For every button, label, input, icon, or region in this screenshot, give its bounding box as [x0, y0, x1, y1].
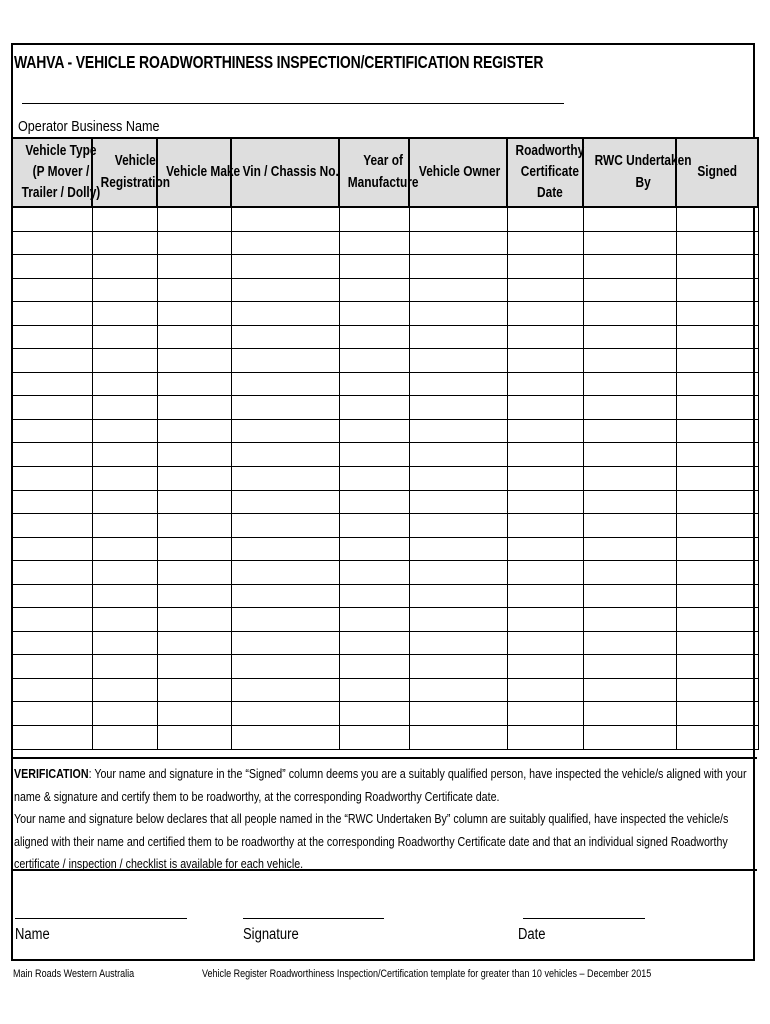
form-title: WAHVA - VEHICLE ROADWORTHINESS INSPECTION/CERTIFICATION REGISTER [14, 52, 544, 72]
table-cell[interactable] [409, 255, 507, 279]
table-cell[interactable] [92, 278, 157, 302]
column-header-line: Vehicle Make [166, 163, 241, 180]
table-cell[interactable] [676, 702, 758, 726]
table-cell[interactable] [583, 255, 676, 279]
table-cell[interactable] [231, 396, 339, 420]
table-cell[interactable] [507, 726, 583, 750]
table-cell[interactable] [676, 561, 758, 585]
table-cell[interactable] [339, 302, 409, 326]
table-cell[interactable] [676, 467, 758, 491]
table-cell[interactable] [231, 514, 339, 538]
table-cell[interactable] [339, 372, 409, 396]
table-cell[interactable] [583, 325, 676, 349]
table-cell[interactable] [12, 302, 92, 326]
table-cell[interactable] [339, 349, 409, 373]
table-cell[interactable] [507, 419, 583, 443]
table-cell[interactable] [339, 419, 409, 443]
table-cell[interactable] [339, 490, 409, 514]
table-cell[interactable] [92, 231, 157, 255]
column-header-text [22, 141, 101, 204]
table-cell[interactable] [92, 419, 157, 443]
verification-label: VERIFICATION [14, 766, 89, 781]
table-cell[interactable] [507, 207, 583, 231]
operator-business-name-label: Operator Business Name [18, 118, 160, 135]
table-row [12, 325, 758, 349]
table-cell[interactable] [583, 443, 676, 467]
verification-section [11, 757, 757, 871]
table-cell[interactable] [157, 678, 231, 702]
table-cell[interactable] [676, 537, 758, 561]
table-cell[interactable] [583, 678, 676, 702]
table-cell[interactable] [231, 655, 339, 679]
table-body [12, 207, 758, 749]
column-header [12, 138, 101, 207]
table-row [12, 490, 758, 514]
table-cell[interactable] [583, 537, 676, 561]
column-header-line: Year of [363, 153, 403, 170]
table-cell[interactable] [339, 255, 409, 279]
table-cell[interactable] [339, 537, 409, 561]
verification-text [14, 763, 754, 876]
table-cell[interactable] [507, 631, 583, 655]
table-cell[interactable] [676, 678, 758, 702]
table-cell[interactable] [231, 537, 339, 561]
table-cell[interactable] [157, 537, 231, 561]
table-cell[interactable] [157, 514, 231, 538]
table-cell[interactable] [12, 702, 92, 726]
table-cell[interactable] [157, 584, 231, 608]
table-cell[interactable] [339, 231, 409, 255]
table-cell[interactable] [409, 655, 507, 679]
column-header-line: By [635, 174, 651, 191]
table-cell[interactable] [409, 349, 507, 373]
table-cell[interactable] [231, 726, 339, 750]
table-cell[interactable] [92, 678, 157, 702]
table-cell[interactable] [339, 207, 409, 231]
table-cell[interactable] [231, 631, 339, 655]
table-cell[interactable] [92, 702, 157, 726]
table-row [12, 419, 758, 443]
table-cell[interactable] [676, 584, 758, 608]
table-cell[interactable] [157, 702, 231, 726]
name-signature-line[interactable] [15, 918, 187, 919]
column-header-line: RWC Undertaken [594, 153, 692, 170]
table-cell[interactable] [583, 726, 676, 750]
table-cell[interactable] [12, 419, 92, 443]
table-cell[interactable] [339, 608, 409, 632]
table-row [12, 561, 758, 585]
footer-template-note: Vehicle Register Roadworthiness Inspection/Certification template for greater than 10 vehicles – December 2015 [202, 968, 652, 980]
table-cell[interactable] [409, 443, 507, 467]
table-cell[interactable] [231, 561, 339, 585]
verification-paragraph-1: : Your name and signature in the “Signed” column deems you are a suitably qualified person, have inspected the vehicle/s aligned with your name & signature and certify them to be roadworthy, at the corresponding Roadworthy Certificate date. [14, 766, 747, 804]
table-cell[interactable] [231, 419, 339, 443]
verification-paragraph-2: Your name and signature below declares that all people named in the “RWC Undertaken By” column are suitably qualified, have inspected the vehicle/s aligned with their name and certified them to be roadworthy at the corresponding Roadworthy Certificate date and that an individual signed Roadworthy certificate / inspection / checklist is available for each vehicle. [14, 811, 729, 871]
table-row [12, 207, 758, 231]
table-cell[interactable] [676, 726, 758, 750]
table-cell[interactable] [676, 631, 758, 655]
table-cell[interactable] [231, 702, 339, 726]
table-cell[interactable] [409, 278, 507, 302]
table-row [12, 467, 758, 491]
table-cell[interactable] [676, 325, 758, 349]
table-row [12, 278, 758, 302]
table-cell[interactable] [92, 349, 157, 373]
table-cell[interactable] [339, 325, 409, 349]
table-cell[interactable] [12, 278, 92, 302]
footer-organisation: Main Roads Western Australia [13, 968, 135, 980]
table-cell[interactable] [507, 490, 583, 514]
column-header [231, 138, 339, 207]
table-cell[interactable] [676, 255, 758, 279]
table-cell[interactable] [157, 325, 231, 349]
table-cell[interactable] [676, 655, 758, 679]
table-cell[interactable] [12, 490, 92, 514]
table-cell[interactable] [507, 702, 583, 726]
table-cell[interactable] [676, 396, 758, 420]
table-cell[interactable] [12, 584, 92, 608]
table-row [12, 302, 758, 326]
table-cell[interactable] [92, 514, 157, 538]
table-cell[interactable] [507, 537, 583, 561]
column-header [507, 138, 583, 207]
table-cell[interactable] [409, 561, 507, 585]
signature-label: Signature [243, 926, 299, 943]
table-row [12, 631, 758, 655]
table-cell[interactable] [583, 278, 676, 302]
table-row [12, 396, 758, 420]
table-cell[interactable] [409, 631, 507, 655]
column-header-line: Roadworthy [515, 142, 585, 159]
table-cell[interactable] [583, 631, 676, 655]
table-cell[interactable] [507, 325, 583, 349]
table-cell[interactable] [157, 396, 231, 420]
table-cell[interactable] [409, 325, 507, 349]
table-cell[interactable] [409, 396, 507, 420]
table-cell[interactable] [92, 608, 157, 632]
table-cell[interactable] [92, 207, 157, 231]
date-line[interactable] [523, 918, 645, 919]
table-cell[interactable] [12, 231, 92, 255]
column-header [92, 138, 170, 207]
table-cell[interactable] [12, 349, 92, 373]
table-cell[interactable] [92, 396, 157, 420]
table-cell[interactable] [409, 608, 507, 632]
table-cell[interactable] [157, 467, 231, 491]
table-cell[interactable] [676, 302, 758, 326]
table-cell[interactable] [676, 608, 758, 632]
table-cell[interactable] [507, 608, 583, 632]
table-cell[interactable] [676, 419, 758, 443]
table-row [12, 702, 758, 726]
table-cell[interactable] [583, 702, 676, 726]
table-cell[interactable] [12, 678, 92, 702]
table-cell[interactable] [231, 255, 339, 279]
table-cell[interactable] [92, 255, 157, 279]
table-cell[interactable] [676, 231, 758, 255]
table-cell[interactable] [157, 278, 231, 302]
table-row [12, 537, 758, 561]
table-cell[interactable] [409, 231, 507, 255]
table-cell[interactable] [231, 349, 339, 373]
date-label: Date [518, 926, 546, 943]
column-header-line: Registration [100, 174, 170, 191]
table-cell[interactable] [583, 490, 676, 514]
table-cell[interactable] [157, 726, 231, 750]
table-row [12, 678, 758, 702]
table-cell[interactable] [409, 678, 507, 702]
column-header-line: Trailer / Dolly) [21, 185, 101, 201]
table-cell[interactable] [339, 631, 409, 655]
table-cell[interactable] [12, 396, 92, 420]
table-cell[interactable] [339, 514, 409, 538]
table-cell[interactable] [231, 207, 339, 231]
table-row [12, 584, 758, 608]
table-cell[interactable] [12, 514, 92, 538]
table-cell[interactable] [231, 490, 339, 514]
table-cell[interactable] [676, 349, 758, 373]
name-label: Name [15, 926, 50, 943]
operator-business-name-field[interactable] [22, 103, 564, 104]
table-cell[interactable] [157, 255, 231, 279]
table-cell[interactable] [12, 255, 92, 279]
table-cell[interactable] [507, 302, 583, 326]
table-cell[interactable] [583, 655, 676, 679]
table-cell[interactable] [409, 514, 507, 538]
table-cell[interactable] [157, 631, 231, 655]
column-header [339, 138, 419, 207]
table-cell[interactable] [12, 561, 92, 585]
table-cell[interactable] [12, 207, 92, 231]
column-header-line: Date [537, 185, 563, 201]
column-header-text [419, 162, 500, 183]
table-cell[interactable] [231, 325, 339, 349]
table-cell[interactable] [231, 443, 339, 467]
table-cell[interactable] [12, 608, 92, 632]
column-header-line: Vin / Chassis No. [242, 163, 339, 180]
table-header-row [12, 138, 758, 207]
table-row [12, 608, 758, 632]
column-header-line: (P Mover / [32, 163, 90, 180]
table-cell[interactable] [157, 349, 231, 373]
table-cell[interactable] [339, 702, 409, 726]
table-cell[interactable] [409, 372, 507, 396]
table-cell[interactable] [92, 490, 157, 514]
table-cell[interactable] [12, 443, 92, 467]
table-cell[interactable] [409, 490, 507, 514]
table-cell[interactable] [92, 655, 157, 679]
table-cell[interactable] [507, 349, 583, 373]
table-cell[interactable] [339, 467, 409, 491]
column-header-text [516, 141, 585, 204]
table-cell[interactable] [157, 490, 231, 514]
table-cell[interactable] [157, 608, 231, 632]
table-cell[interactable] [92, 631, 157, 655]
table-cell[interactable] [339, 584, 409, 608]
column-header-text [595, 151, 692, 193]
table-cell[interactable] [507, 443, 583, 467]
column-header-line: Vehicle Owner [418, 163, 501, 180]
table-row [12, 255, 758, 279]
table-cell[interactable] [409, 467, 507, 491]
table-row [12, 726, 758, 750]
column-header-line: Certificate [520, 163, 579, 180]
table-cell[interactable] [157, 655, 231, 679]
signature-line[interactable] [243, 918, 384, 919]
column-header-text [166, 162, 240, 183]
table-cell[interactable] [409, 207, 507, 231]
table-cell[interactable] [157, 443, 231, 467]
table-row [12, 443, 758, 467]
column-header-line: Vehicle [114, 153, 156, 170]
column-header-text [243, 162, 339, 183]
table-cell[interactable] [583, 514, 676, 538]
table-cell[interactable] [507, 231, 583, 255]
table-cell[interactable] [92, 467, 157, 491]
table-cell[interactable] [507, 584, 583, 608]
table-row [12, 231, 758, 255]
table-cell[interactable] [231, 678, 339, 702]
table-cell[interactable] [507, 372, 583, 396]
table-row [12, 514, 758, 538]
column-header-line: Signed [697, 163, 737, 180]
column-header [583, 138, 692, 207]
table-cell[interactable] [676, 443, 758, 467]
table-cell[interactable] [92, 726, 157, 750]
table-cell[interactable] [231, 278, 339, 302]
table-cell[interactable] [583, 584, 676, 608]
table-cell[interactable] [157, 207, 231, 231]
table-cell[interactable] [583, 207, 676, 231]
table-cell[interactable] [507, 655, 583, 679]
column-header-line: Manufacture [347, 174, 419, 191]
table-cell[interactable] [507, 255, 583, 279]
table-cell[interactable] [409, 419, 507, 443]
table-cell[interactable] [676, 514, 758, 538]
table-cell[interactable] [339, 726, 409, 750]
table-cell[interactable] [339, 678, 409, 702]
table-cell[interactable] [231, 608, 339, 632]
table-cell[interactable] [231, 467, 339, 491]
table-cell[interactable] [231, 372, 339, 396]
table-cell[interactable] [12, 467, 92, 491]
vehicle-register-table [11, 137, 759, 750]
table-cell[interactable] [409, 537, 507, 561]
table-cell[interactable] [676, 207, 758, 231]
column-header-line: Vehicle Type [25, 142, 97, 159]
table-row [12, 349, 758, 373]
table-cell[interactable] [583, 302, 676, 326]
table-cell[interactable] [507, 467, 583, 491]
table-cell[interactable] [157, 302, 231, 326]
table-cell[interactable] [409, 702, 507, 726]
table-cell[interactable] [409, 726, 507, 750]
table-cell[interactable] [92, 443, 157, 467]
table-cell[interactable] [157, 372, 231, 396]
table-cell[interactable] [676, 372, 758, 396]
table-cell[interactable] [583, 396, 676, 420]
table-cell[interactable] [507, 678, 583, 702]
column-header-text [697, 162, 737, 183]
column-header [157, 138, 241, 207]
table-cell[interactable] [231, 231, 339, 255]
table-cell[interactable] [339, 443, 409, 467]
table-cell[interactable] [12, 537, 92, 561]
table-cell[interactable] [583, 231, 676, 255]
table-cell[interactable] [583, 372, 676, 396]
table-cell[interactable] [339, 396, 409, 420]
table-cell[interactable] [92, 302, 157, 326]
table-cell[interactable] [12, 325, 92, 349]
table-cell[interactable] [676, 278, 758, 302]
table-cell[interactable] [231, 302, 339, 326]
column-header [409, 138, 507, 207]
table-cell[interactable] [507, 278, 583, 302]
table-cell[interactable] [507, 396, 583, 420]
table-cell[interactable] [92, 584, 157, 608]
table-cell[interactable] [583, 608, 676, 632]
table-cell[interactable] [92, 561, 157, 585]
table-cell[interactable] [12, 631, 92, 655]
column-header-text [101, 151, 170, 193]
table-cell[interactable] [157, 231, 231, 255]
table-cell[interactable] [583, 349, 676, 373]
table-cell[interactable] [583, 419, 676, 443]
table-cell[interactable] [12, 372, 92, 396]
table-cell[interactable] [157, 561, 231, 585]
table-cell[interactable] [409, 584, 507, 608]
table-cell[interactable] [339, 278, 409, 302]
table-cell[interactable] [676, 490, 758, 514]
table-row [12, 372, 758, 396]
table-cell[interactable] [12, 726, 92, 750]
column-header-text [348, 151, 419, 193]
table-cell[interactable] [157, 419, 231, 443]
table-cell[interactable] [231, 584, 339, 608]
table-cell[interactable] [583, 467, 676, 491]
table-cell[interactable] [339, 655, 409, 679]
table-cell[interactable] [92, 372, 157, 396]
table-cell[interactable] [409, 302, 507, 326]
table-cell[interactable] [583, 561, 676, 585]
table-row [12, 655, 758, 679]
table-cell[interactable] [507, 561, 583, 585]
table-cell[interactable] [92, 325, 157, 349]
table-cell[interactable] [12, 655, 92, 679]
table-cell[interactable] [339, 561, 409, 585]
table-cell[interactable] [507, 514, 583, 538]
table-cell[interactable] [92, 537, 157, 561]
